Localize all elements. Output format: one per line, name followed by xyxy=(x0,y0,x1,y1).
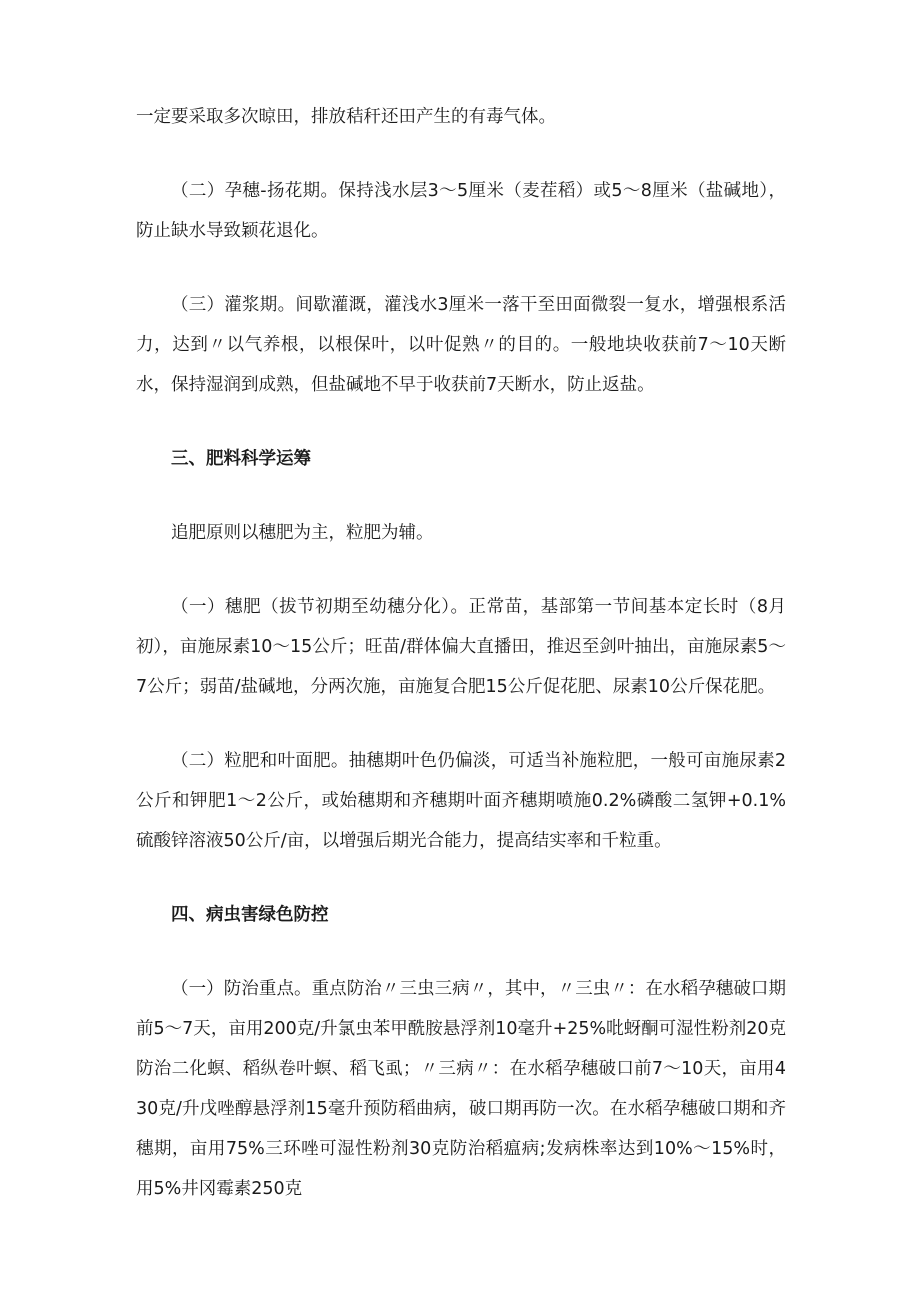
paragraph-panicle-fertilizer: （一）穗肥（拔节初期至幼穗分化）。正常苗，基部第一节间基本定长时（8月初），亩施尿素10～15公斤；旺苗/群体偏大直播田，推迟至剑叶抽出，亩施尿素5～7公斤；弱苗/盐碱地，分两次施，亩施复合肥15公斤促花肥、尿素10公斤保花肥。 xyxy=(136,597,786,697)
paragraph-drainage-note: 一定要采取多次晾田，排放秸秆还田产生的有毒气体。 xyxy=(136,107,556,127)
paragraph-grain-foliar-fertilizer: （二）粒肥和叶面肥。抽穗期叶色仍偏淡，可适当补施粒肥，一般可亩施尿素2公斤和钾肥1～2公斤，或始穗期和齐穗期叶面齐穗期喷施0.2%磷酸二氢钾+0.1%硫酸锌溶液50公斤/亩，以增强后期光合能力，提高结实率和千粒重。 xyxy=(136,751,786,851)
section-heading-fertilizer: 三、肥料科学运筹 xyxy=(171,449,311,469)
paragraph-topdressing-principle: 追肥原则以穗肥为主，粒肥为辅。 xyxy=(171,523,434,543)
document-body xyxy=(136,97,786,1209)
paragraph-booting-flowering: （二）孕穗-扬花期。保持浅水层3～5厘米（麦茬稻）或5～8厘米（盐碱地），防止缺水导致颖花退化。 xyxy=(136,181,786,241)
paragraph-control-priorities: （一）防治重点。重点防治〃三虫三病〃，其中，〃三虫〃：在水稻孕穗破口期前5～7天，亩用200克/升氯虫苯甲酰胺悬浮剂10毫升+25%吡蚜酮可湿性粉剂20克防治二化螟、稻纵卷叶螟、稻飞虱；〃三病〃：在水稻孕穗破口前7～10天，亩用430克/升戊唑醇悬浮剂15毫升预防稻曲病，破口期再防一次。在水稻孕穗破口期和齐穗期，亩用75%三环唑可湿性粉剂30克防治稻瘟病;发病株率达到10%～15%时，用5%井冈霉素250克 xyxy=(136,979,786,1199)
paragraph-grain-filling: （三）灌浆期。间歇灌溉，灌浅水3厘米一落干至田面微裂一复水，增强根系活力，达到〃以气养根，以根保叶，以叶促熟〃的目的。一般地块收获前7～10天断水，保持湿润到成熟，但盐碱地不早于收获前7天断水，防止返盐。 xyxy=(136,295,786,395)
section-heading-pest-control: 四、病虫害绿色防控 xyxy=(171,905,329,925)
